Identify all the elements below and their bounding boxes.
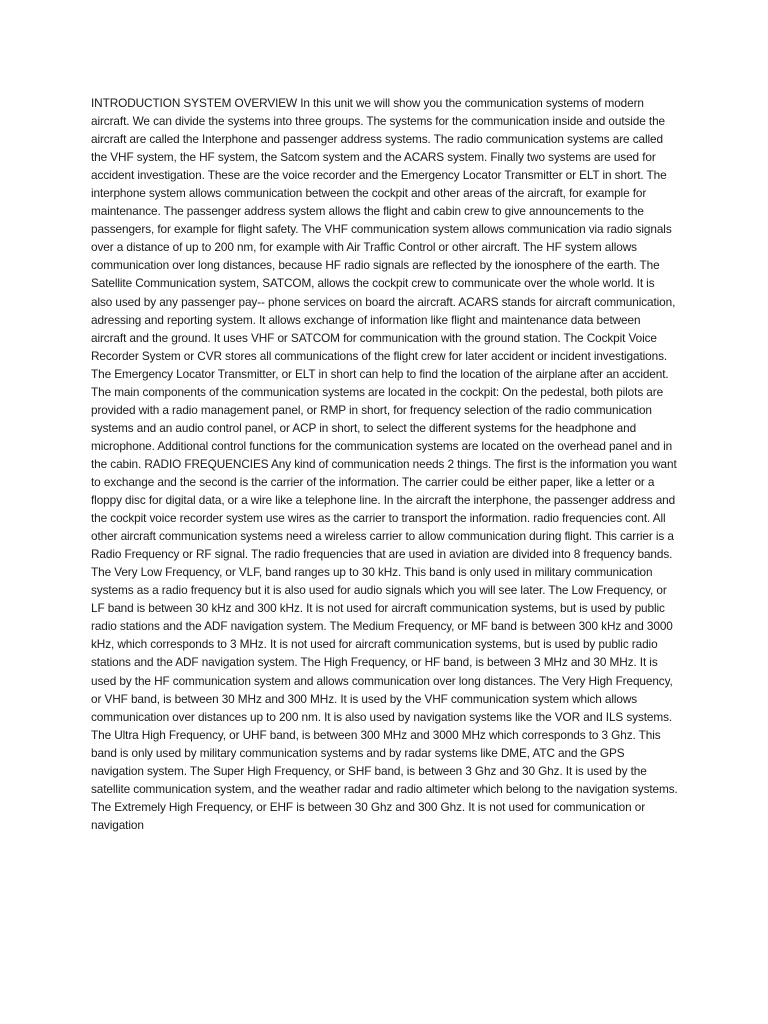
document-body-text: INTRODUCTION SYSTEM OVERVIEW In this unit we will show you the communication systems of modern aircraft. We can divide the systems into three groups. The systems for the communication inside and outside the aircraft are called the Interphone and passenger address systems. The radio communication systems are called the VHF system, the HF system, the Satcom system and the ACARS system. Finally two systems are used for accident investigation. These are the voice recorder and the Emergency Locator Transmitter or ELT in short. The interphone system allows communication between the cockpit and other areas of the aircraft, for example for maintenance. The passenger address system allows the flight and cabin crew to give announcements to the passengers, for example for flight safety. The VHF communication system allows communication via radio signals over a distance of up to 200 nm, for example with Air Traffic Control or other aircraft. The HF system allows communication over long distances, because HF radio signals are reflected by the ionosphere of the earth. The Satellite Communication system, SATCOM, allows the cockpit crew to communicate over the whole world. It is also used by any passenger pay-- phone services on board the aircraft. ACARS stands for aircraft communication, adressing and reporting system. It allows exchange of information like flight and maintenance data between aircraft and the ground. It uses VHF or SATCOM for communication with the ground station. The Cockpit Voice Recorder System or CVR stores all communications of the flight crew for later accident or incident investigations. The Emergency Locator Transmitter, or ELT in short can help to find the location of the airplane after an accident. The main components of the communication systems are located in the cockpit: On the pedestal, both pilots are provided with a radio management panel, or RMP in short, for frequency selection of the radio communication systems and an audio control panel, or ACP in short, to select the different systems for the headphone and microphone. Additional control functions for the communication systems are located on the overhead panel and in the cabin. RADIO FREQUENCIES Any kind of communication needs 2 things. The first is the information you want to exchange and the second is the carrier of the information. The carrier could be either paper, like a letter or a floppy disc for digital data, or a wire like a telephone line. In the aircraft the interphone, the passenger address and the cockpit voice recorder system use wires as the carrier to transport the information. radio frequencies cont. All other aircraft communication systems need a wireless carrier to allow communication during flight. This carrier is a Radio Frequency or RF signal. The radio frequencies that are used in aviation are divided into 8 frequency bands. The Very Low Frequency, or VLF, band ranges up to 30 kHz. This band is only used in military communication systems as a radio frequency but it is also used for audio signals which you will see later. The Low Frequency, or LF band is between 30 kHz and 300 kHz. It is not used for aircraft communication systems, but is used by public radio stations and the ADF navigation system. The Medium Frequency, or MF band is between 300 kHz and 3000 kHz, which corresponds to 3 MHz. It is not used for aircraft communication systems, but is used by public radio stations and the ADF navigation system. The High Frequency, or HF band, is between 3 MHz and 30 MHz. It is used by the HF communication system and allows communication over long distances. The Very High Frequency, or VHF band, is between 30 MHz and 300 MHz. It is used by the VHF communication system which allows communication over distances up to 200 nm. It is also used by navigation systems like the VOR and ILS systems. The Ultra High Frequency, or UHF band, is between 300 MHz and 3000 MHz which corresponds to 3 Ghz. This band is only used by military communication systems and by radar systems like DME, ATC and the GPS navigation system. The Super High Frequency, or SHF band, is between 3 Ghz and 30 Ghz. It is used by the satellite communication system, and the weather radar and radio altimeter which belong to the navigation systems. The Extremely High Frequency, or EHF is between 30 Ghz and 300 Ghz. It is not used for communication or navigation (91, 96, 678, 832)
